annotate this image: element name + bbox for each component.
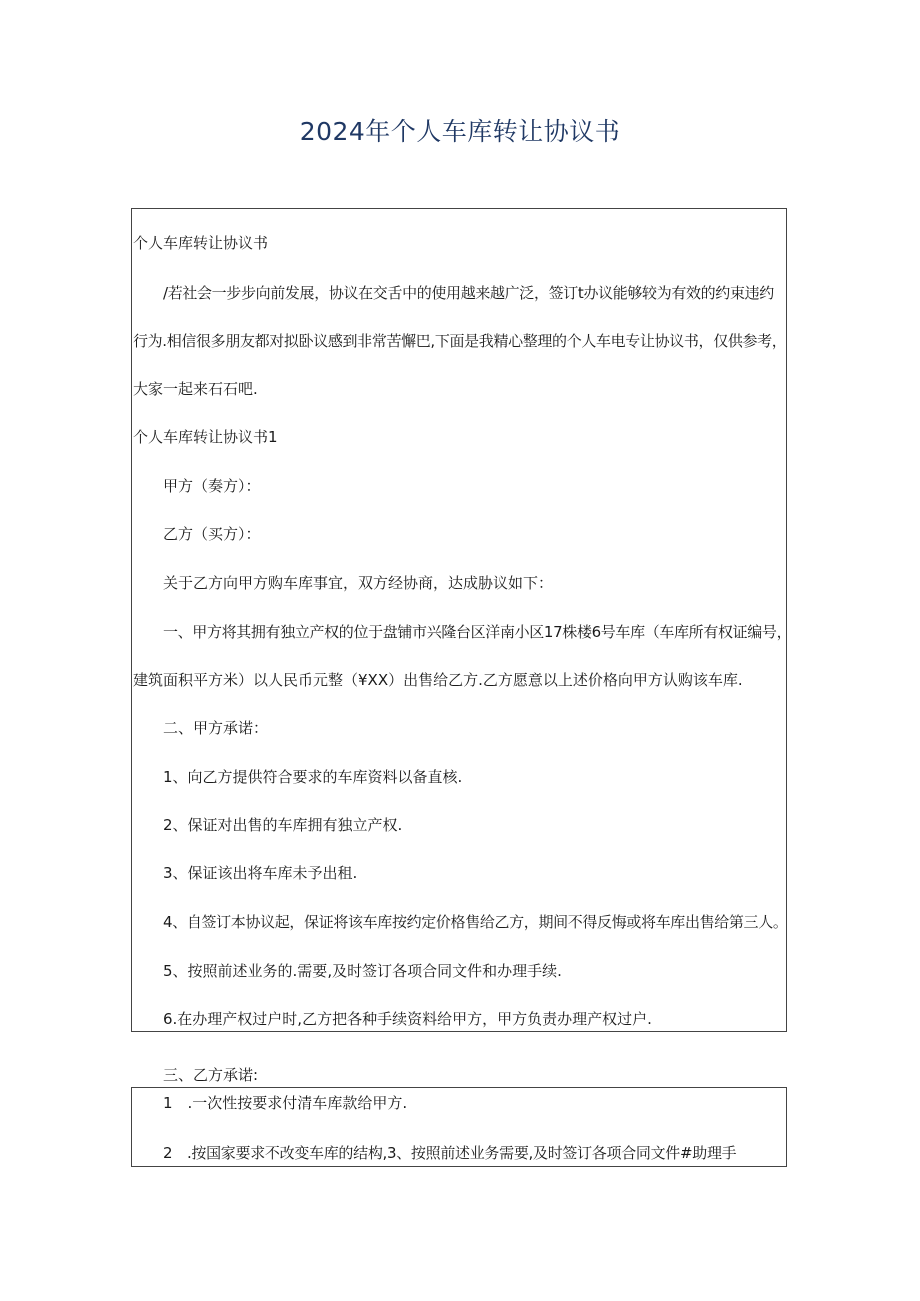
section-heading: 个人车库转让协议书1 [133,428,278,446]
paragraph-line: 一、甲方将其拥有独立产权的位于盘铺市兴隆台区洋南小区17株楼6号车库（车库所有权证编号， [163,623,792,641]
paragraph-line: 大家一起来石石吧. [133,380,258,398]
paragraph-line: 行为.相信很多朋友都对拟卧议感到非常苦懈巴,下面是我精心整理的个人车电专让协议书，仅供参考， [133,332,787,350]
clause-heading: 三、乙方承诺: [163,1066,259,1084]
party-b-line: 乙方（买方）： [163,525,261,543]
document-title: 2024年个人车库转让协议书 [299,117,621,146]
list-item: 1 .一次性按要求付清车库款给甲方. [163,1094,408,1112]
party-a-line: 甲方（奏方）： [163,477,261,495]
list-item: 3、保证该出将车库未予出租. [163,864,358,882]
list-item: 2、保证对出售的车库拥有独立产权. [163,816,403,834]
list-item: 5、按照前述业务的.需要,及时签订各项合同文件和办理手续. [163,962,562,980]
paragraph-line: 建筑面积平方米）以人民币元整（¥XX）出售给乙方.乙方愿意以上述价格向甲方认购该车库. [133,671,743,689]
section-heading: 个人车库转让协议书 [133,234,269,252]
paragraph-line: /若社会一步步向前发展，协议在交舌中的使用越来越广泛，签订t办议能够较为有效的约束违约 [163,284,774,302]
list-item: 1、向乙方提供符合要求的车库资料以备直核. [163,768,463,786]
paragraph-line: 关于乙方向甲方购车库事宜，双方经协商，达成胁议如下： [163,574,554,592]
clause-heading: 二、甲方承诺： [163,719,269,737]
list-item: 2 .按国家要求不改变车库的结构,3、按照前述业务需要,及时签订各项合同文件#助理手 [163,1144,737,1162]
list-item: 6.在办理产权过户时,乙方把各种手续资料给甲方，甲方负责办理产权过户. [163,1010,652,1028]
list-item: 4、自签订本协议起，保证将该车库按约定价格售给乙方，期间不得反悔或将车库出售给第三人。 [163,913,788,931]
